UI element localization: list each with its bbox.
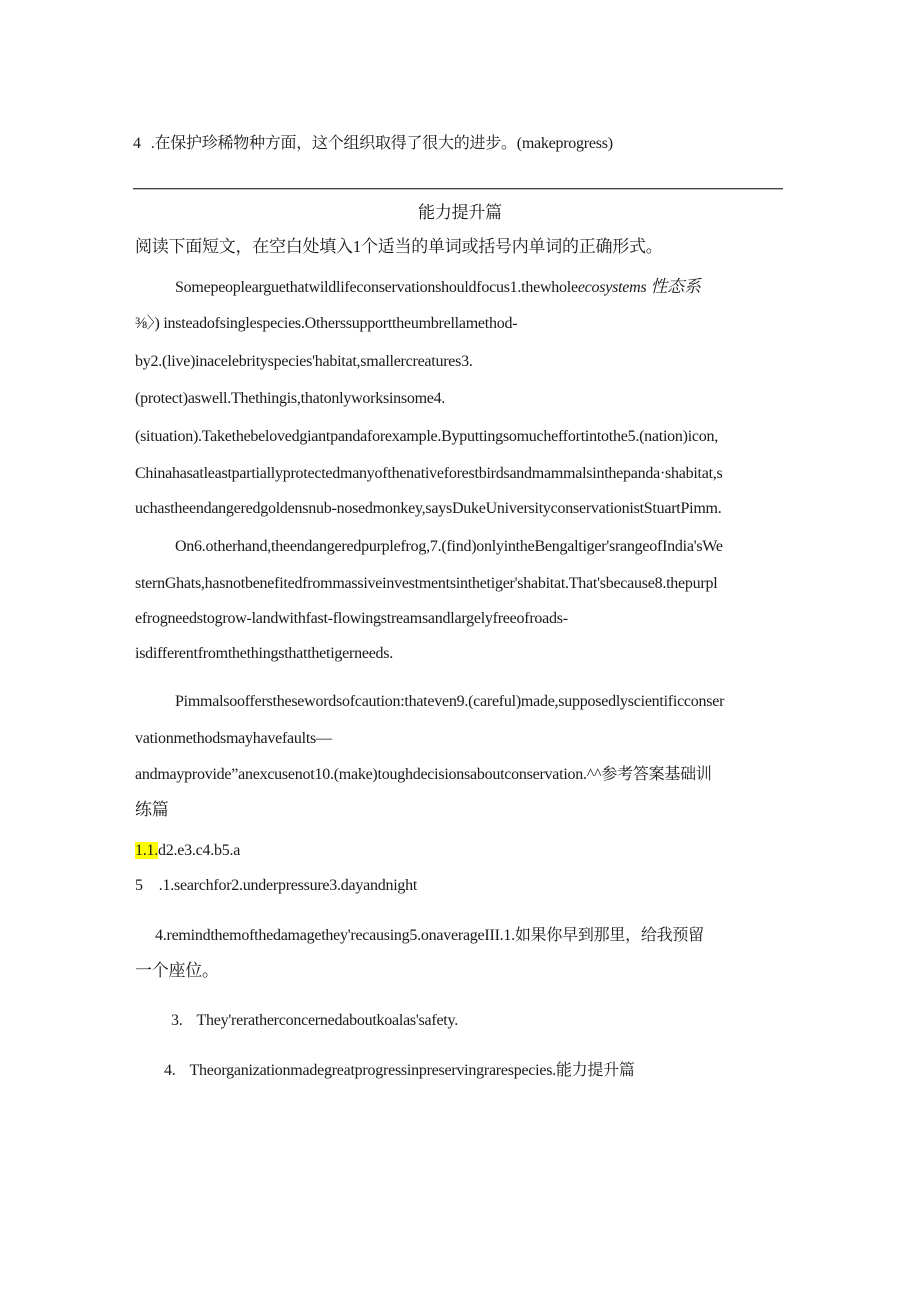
- answer-text: d2.e3.c4.b5.a: [158, 842, 241, 859]
- passage-text: Somepeoplearguethatwildlifeconservationshouldfocus1.thewhole: [175, 279, 578, 296]
- answer-text: Theorganizationmadegreatprogressinpreservingrarespecies.能力提升篇: [189, 1062, 635, 1079]
- answer-line-1: [135, 841, 240, 861]
- passage-p3-line2: vationmethodsmayhavefaults—: [135, 730, 332, 747]
- passage-p2-line3: efrogneedstogrow-landwithfast-flowingstreamsandlargelyfreeofroads-: [135, 610, 568, 627]
- passage-p1-line2: ⅜〉) insteadofsinglespecies.Otherssupporttheumbrellamethod-: [135, 315, 518, 332]
- passage-p1-line1: [175, 277, 701, 298]
- answer-text: .1.searchfor2.underpressure3.dayandnight: [158, 877, 418, 894]
- section-instruction: 阅读下面短文，在空白处填入1个适当的单词或括号内单词的正确形式。: [135, 237, 663, 256]
- passage-p1-line5: (situation).Takethebelovedgiantpandaforexample.Byputtingsomucheffortintothe5.(nation)icon,: [135, 428, 719, 445]
- answer-number: 5: [135, 877, 143, 894]
- answer-number: 3.: [171, 1012, 183, 1029]
- passage-italic-word: ecosystems: [577, 279, 647, 296]
- passage-cjk-note: 性态系: [646, 277, 701, 296]
- passage-p3-line4: 练篇: [135, 800, 169, 819]
- answer-text: They'reratherconcernedaboutkoalas'safety.: [196, 1012, 458, 1029]
- passage-p2-line1: On6.otherhand,theendangeredpurplefrog,7.(find)onlyintheBengaltiger'srangeofIndia'sWe: [175, 538, 723, 555]
- passage-p1-line4: (protect)aswell.Thethingis,thatonlyworksinsome4.: [135, 390, 446, 407]
- answer-line-6: [164, 1061, 635, 1081]
- passage-p1-line6: Chinahasatleastpartiallyprotectedmanyofthenativeforestbirdsandmammalsinthepanda·shabitat,s: [135, 465, 723, 482]
- passage-p3-line3: andmayprovide”anexcusenot10.(make)toughdecisionsaboutconservation.^^参考答案基础训: [135, 766, 712, 783]
- section-title: 能力提升篇: [418, 203, 502, 222]
- passage-p1-line7: uchastheendangeredgoldensnub-nosedmonkey,saysDukeUniversityconservationistStuartPimm.: [135, 500, 722, 517]
- answer-line-5: [171, 1011, 458, 1031]
- passage-p2-line4: isdifferentfromthethingsthatthetigerneeds.: [135, 645, 394, 662]
- highlighted-text: 1.1.: [135, 842, 158, 859]
- answer-line-3: 4.remindthemofthedamagethey'recausing5.onaverageIII.1.如果你早到那里，给我预留: [155, 927, 704, 944]
- section-divider: [133, 188, 783, 190]
- item-number: 4: [133, 135, 141, 152]
- answer-line-4: 一个座位。: [135, 961, 219, 980]
- answer-number: 4.: [164, 1062, 176, 1079]
- answer-line-2: [135, 876, 417, 896]
- passage-p1-line3: by2.(live)inacelebrityspecies'habitat,smallercreatures3.: [135, 353, 473, 370]
- passage-p2-line2: sternGhats,hasnotbenefitedfrommassiveinvestmentsinthetiger'shabitat.That'sbecause8.thepurpl: [135, 575, 718, 592]
- passage-p3-line1: Pimmalsooffersthesewordsofcaution:thateven9.(careful)made,supposedlyscientificconser: [175, 693, 725, 710]
- exercise-item-4: [133, 134, 613, 154]
- item-text: .在保护珍稀物种方面，这个组织取得了很大的进步。(makeprogress): [150, 135, 613, 152]
